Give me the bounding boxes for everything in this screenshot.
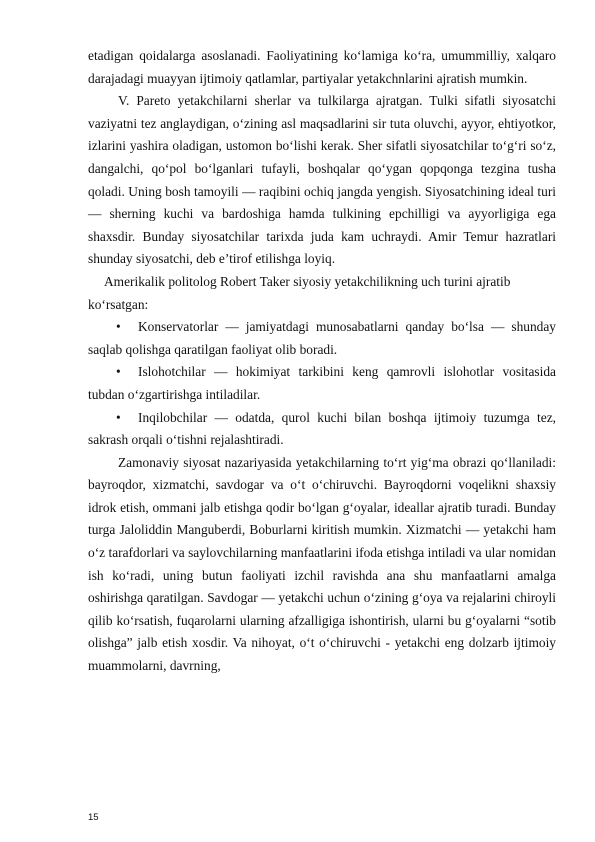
paragraph-four-images: Zamonaviy siyosat nazariyasida yetakchilarning to‘rt yig‘ma obrazi qo‘llaniladi: bayroqdor, xizmatchi, savdogar va o‘t o‘chiruvchi. Bayroqdorni voqelikni shaxsiy idrok etish, ommani jalb etishga qodir bo‘lgan g‘oyalar, ideallar ajratib turadi. Bunday turga Jaloliddin Manguberdi, Boburlarni kiritish mumkin. Xizmatchi — yetakchi ham o‘z tarafdorlari va saylovchilarning manfaatlarini ifoda etishga intiladi va ular nomidan ish ko‘radi, uning butun faoliyati izchil ravishda ana shu manfaatlarni amalga oshirishga qaratilgan. Savdogar — yetakchi uchun o‘zining g‘oya va rejalarini chiroyli qilib ko‘rsatish, fuqarolarni ularning afzalligiga ishontirish, ularni bu g‘oyalarni “sotib olishga” jalb etish xosdir. Va nihoyat, o‘t o‘chiruvchi - yetakchi eng dolzarb ijtimoiy muammolarni, davrning, <box>88 454 556 674</box>
document-body <box>88 45 556 678</box>
paragraph-tucker: Amerikalik politolog Robert Taker siyosiy yetakchilikning uch turini ajratib ko‘rsatgan: <box>88 273 511 312</box>
bullet-marker: • <box>116 364 121 380</box>
list-item-revolutionaries <box>88 407 556 452</box>
page-number: 15 <box>88 812 99 823</box>
list-item-reformers <box>88 361 556 406</box>
list-item-text: Islohotchilar — hokimiyat tarkibini keng qamrovli islohotlar vositasida tubdan o‘zgartirishga intiladilar. <box>88 364 556 402</box>
bullet-marker: • <box>116 319 121 335</box>
list-item-conservatives <box>88 316 556 361</box>
list-item-text: Konservatorlar — jamiyatdagi munosabatlarni qanday bo‘lsa — shunday saqlab qolishga qaratilgan faoliyat olib boradi. <box>88 319 556 357</box>
bullet-marker: • <box>116 409 121 425</box>
paragraph-intro-continuation: etadigan qoidalarga asoslanadi. Faoliyatining ko‘lamiga ko‘ra, umummilliy, xalqaro darajadagi muayyan ijtimoiy qatlamlar, partiyalar yetakchnlarini ajratish mumkin. <box>88 48 556 86</box>
list-item-text: Inqilobchilar — odatda, qurol kuchi bilan boshqa ijtimoiy tuzumga tez, sakrash orqali o‘tishni rejalashtiradi. <box>88 409 556 448</box>
paragraph-pareto: V. Pareto yetakchilarni sherlar va tulkilarga ajratgan. Tulki sifatli siyosatchi vaziyatni tez anglaydigan, o‘zining asl maqsadlarini sir tuta oluvchi, ayyor, ehtiyotkor, izlarini yashira oladigan, ustomon bo‘lishi kerak. Sher sifatli siyosatchilar to‘g‘ri so‘z, dangalchi, qo‘pol bo‘lganlari tufayli, boshqalar qo‘ygan qopqonga tezgina tusha qoladi. Uning bosh tamoyili — raqibini ochiq jangda yengish. Siyosatchining ideal turi — sherning kuchi va bardoshiga hamda tulkining epchilligi va ayyorligiga ega shaxsdir. Bunday siyosatchilar tarixda juda kam uchraydi. Amir Temur hazratlari shunday siyosatchi, deb e’tirof etilishga loyiq. <box>88 93 556 267</box>
